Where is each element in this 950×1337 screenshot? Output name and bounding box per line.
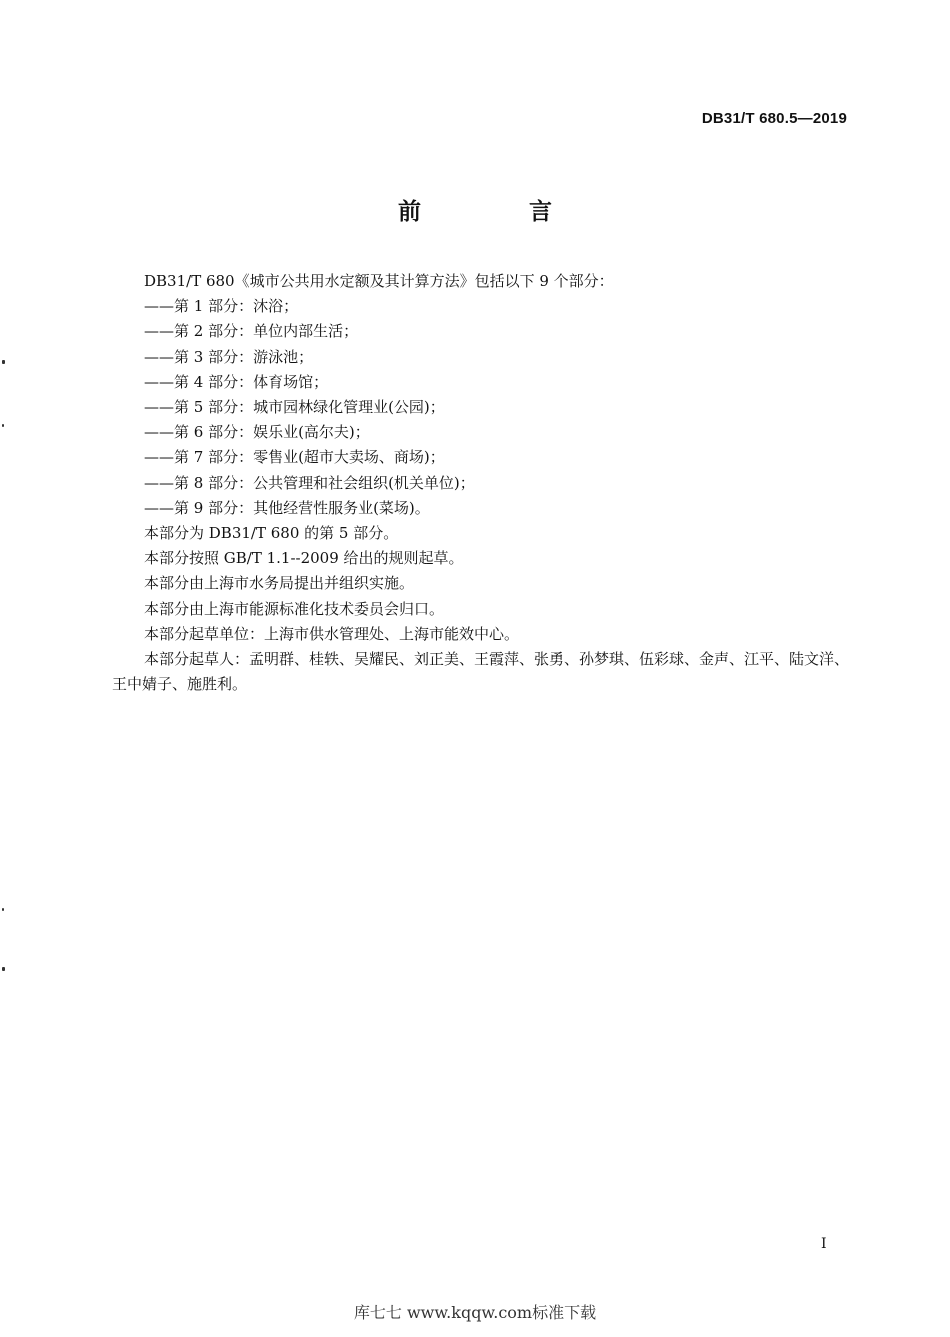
list-item: ——第 7 部分：零售业(超市大卖场、商场)； — [144, 448, 445, 467]
scan-artifact-dot — [2, 967, 5, 971]
drafters-paragraph: 本部分起草人：孟明群、桂轶、吴耀民、刘正美、王霞萍、张勇、孙梦琪、伍彩球、金声、江平、陆文洋、王中婧子、施胜利。 — [112, 650, 850, 694]
list-item: ——第 4 部分：体育场馆； — [144, 372, 329, 391]
intro-paragraph: DB31/T 680《城市公共用水定额及其计算方法》包括以下 9 个部分： — [144, 272, 614, 290]
list-item: ——第 6 部分：娱乐业(高尔夫)； — [144, 423, 370, 442]
list-item: ——第 5 部分：城市园林绿化管理业(公园)； — [144, 398, 445, 417]
statement-paragraph: 本部分由上海市水务局提出并组织实施。 — [144, 574, 415, 593]
list-item: ——第 1 部分：沐浴； — [144, 297, 299, 316]
list-item: ——第 3 部分：游泳池； — [144, 347, 314, 366]
page-number: I — [821, 1236, 827, 1252]
standard-code: DB31/T 680.5—2019 — [701, 110, 847, 127]
list-item: ——第 2 部分：单位内部生活； — [144, 322, 359, 341]
statement-paragraph: 本部分为 DB31/T 680 的第 5 部分。 — [144, 524, 399, 543]
statement-paragraph: 本部分按照 GB/T 1.1--2009 给出的规则起草。 — [144, 549, 464, 568]
scan-artifact-dot — [2, 424, 4, 427]
page-title: 前 言 — [397, 198, 602, 225]
statement-paragraph: 本部分起草单位：上海市供水管理处、上海市能效中心。 — [144, 624, 520, 643]
statement-paragraph: 本部分由上海市能源标准化技术委员会归口。 — [144, 599, 445, 618]
foreword-content — [112, 269, 852, 697]
list-item: ——第 8 部分：公共管理和社会组织(机关单位)； — [144, 473, 475, 492]
site-watermark: 库七七 www.kqqw.com标准下载 — [353, 1303, 597, 1322]
scan-artifact-dot — [2, 908, 4, 911]
scan-artifact-dot — [2, 360, 5, 364]
list-item: ——第 9 部分：其他经营性服务业(菜场)。 — [144, 498, 430, 517]
